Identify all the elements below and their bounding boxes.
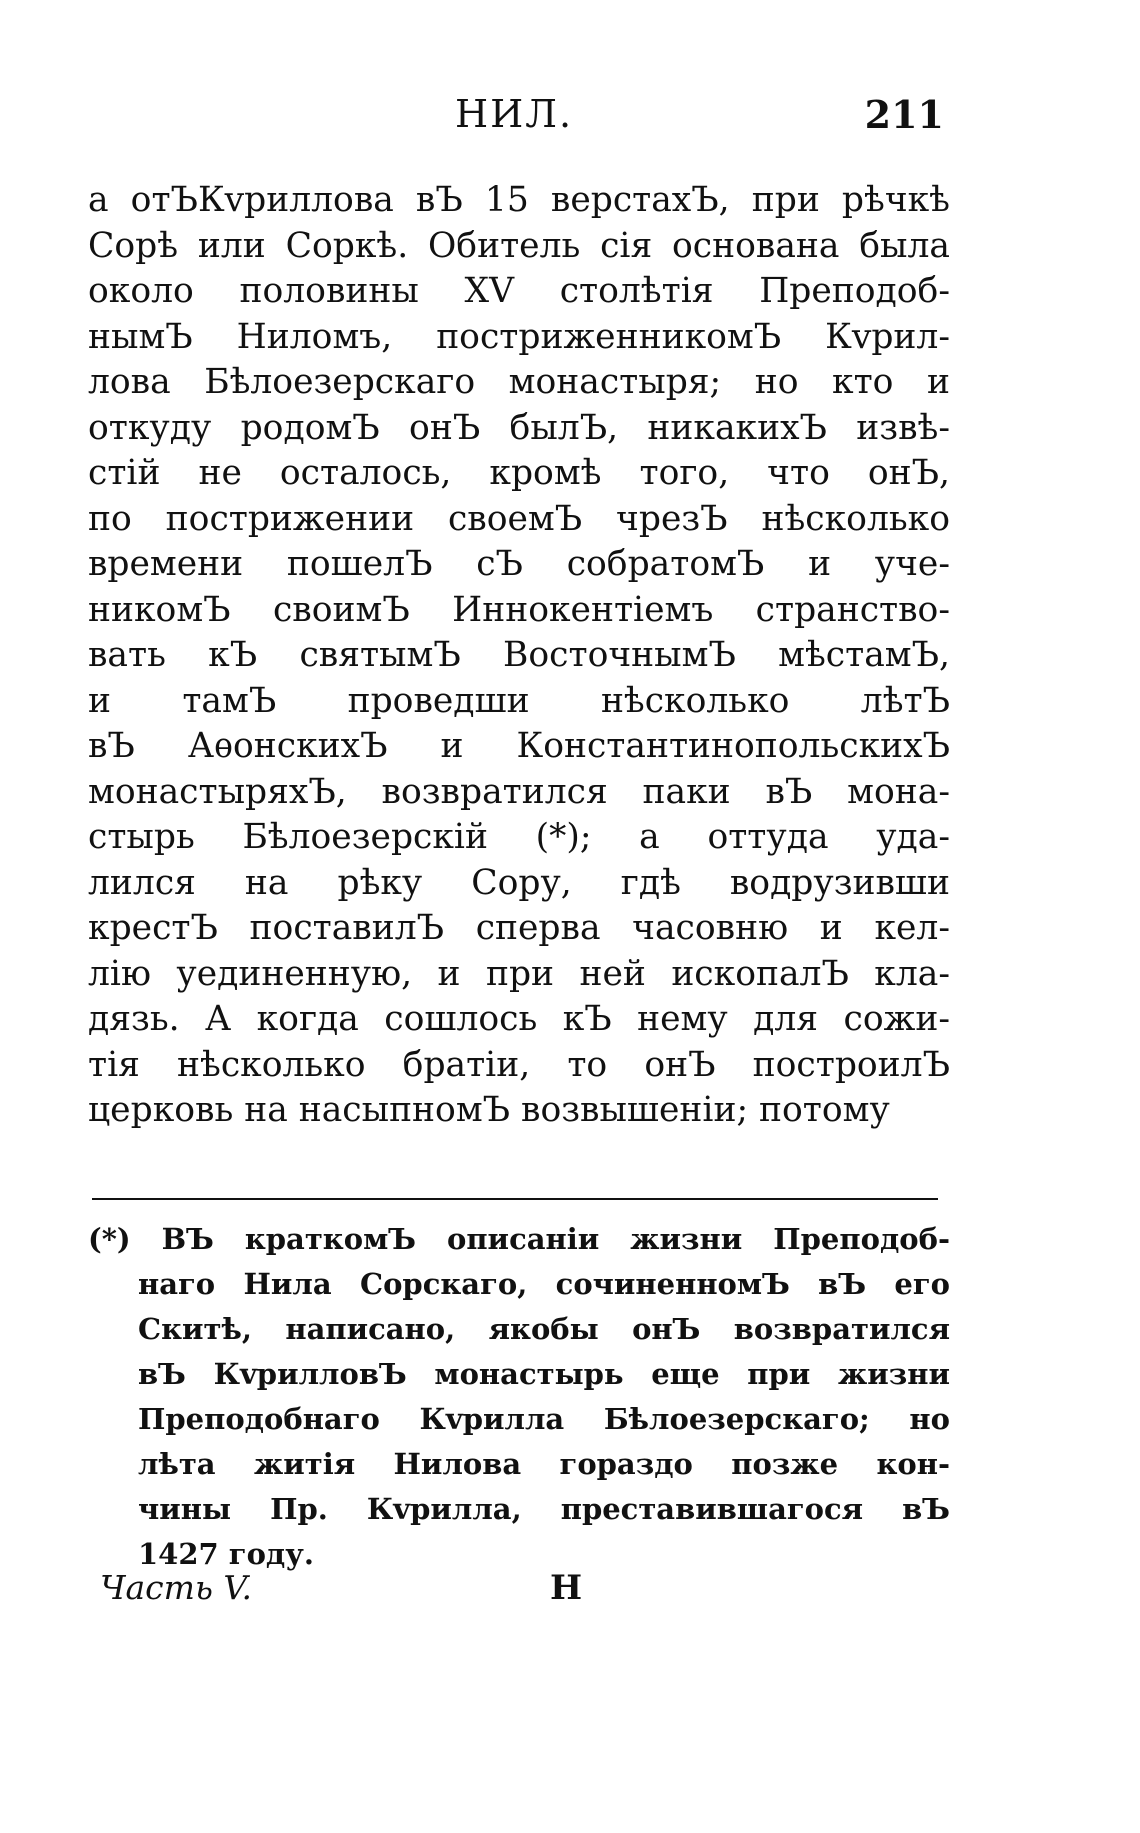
body-line: церковь на насыпномЪ возвышеніи; потому: [88, 1090, 890, 1130]
footnote-line: чины Пр. Кvрилла, преставившагося вЪ: [138, 1492, 950, 1526]
body-line: лова Бѣлоезерскаго монастыря; но кто и: [88, 362, 950, 402]
body-line: лію уединенную, и при ней ископалЪ кла-: [88, 953, 950, 994]
body-line: вать кЪ святымЪ ВосточнымЪ мѣстамЪ,: [88, 635, 950, 675]
footnote-line: наго Нила Сорскаго, сочиненномЪ вЪ его: [138, 1267, 950, 1301]
footnote: [88, 1217, 950, 1577]
body-text: [88, 178, 950, 1134]
page-number: 211: [864, 92, 944, 137]
volume-signature: Часть V.: [100, 1568, 252, 1607]
body-line: лился на рѣку Сору, гдѣ водрузивши: [88, 862, 950, 903]
running-title: НИЛ.: [454, 92, 574, 136]
body-line: около половины XV столѣтія Преподоб-: [88, 271, 950, 311]
body-line: стій не осталось, кромѣ того, что онЪ,: [88, 453, 950, 493]
page-header: [84, 92, 944, 142]
footnote-line: вЪ КvрилловЪ монастырь еще при жизни: [138, 1357, 950, 1391]
body-line: откуду родомЪ онЪ былЪ, никакихЪ извѣ-: [88, 407, 950, 448]
body-line: времени пошелЪ сЪ собратомЪ и уче-: [88, 544, 950, 584]
body-line: Сорѣ или Соркѣ. Обитель сія основана была: [88, 225, 950, 266]
body-line: вЪ АѳонскихЪ и КонстантинопольскихЪ: [88, 726, 950, 766]
footnote-line: Скитѣ, написано, якобы онЪ возвратился: [138, 1312, 950, 1346]
body-line: и тамЪ проведши нѣсколько лѣтЪ: [88, 680, 950, 721]
signature-row: [100, 1568, 700, 1618]
body-line: а отЪКvриллова вЪ 15 верстахЪ, при рѣчкѣ: [88, 180, 950, 220]
footnote-line: 1427 году.: [138, 1537, 314, 1571]
body-line: по пострижении своемЪ чрезЪ нѣсколько: [88, 498, 950, 539]
body-line: крестЪ поставилЪ сперва часовню и кел-: [88, 908, 950, 948]
footnote-line: (*) ВЪ краткомЪ описаніи жизни Преподоб-: [88, 1222, 950, 1256]
body-line: тія нѣсколько братіи, то онЪ построилЪ: [88, 1044, 950, 1085]
footnote-divider: [92, 1198, 938, 1200]
body-line: дязь. А когда сошлось кЪ нему для сожи-: [88, 999, 950, 1039]
body-line: монастыряхЪ, возвратился паки вЪ мона-: [88, 771, 950, 812]
body-line: никомЪ своимЪ Иннокентіемъ странство-: [88, 589, 950, 630]
body-line: стырь Бѣлоезерскій (*); а оттуда уда-: [88, 817, 950, 857]
body-line: нымЪ Ниломъ, постриженникомЪ Кvрил-: [88, 316, 950, 357]
footnote-line: Преподобнаго Кvрилла Бѣлоезерскаго; но: [138, 1402, 950, 1436]
sheet-letter: Н: [550, 1568, 583, 1608]
footnote-line: лѣта житія Нилова гораздо позже кон-: [138, 1447, 950, 1481]
